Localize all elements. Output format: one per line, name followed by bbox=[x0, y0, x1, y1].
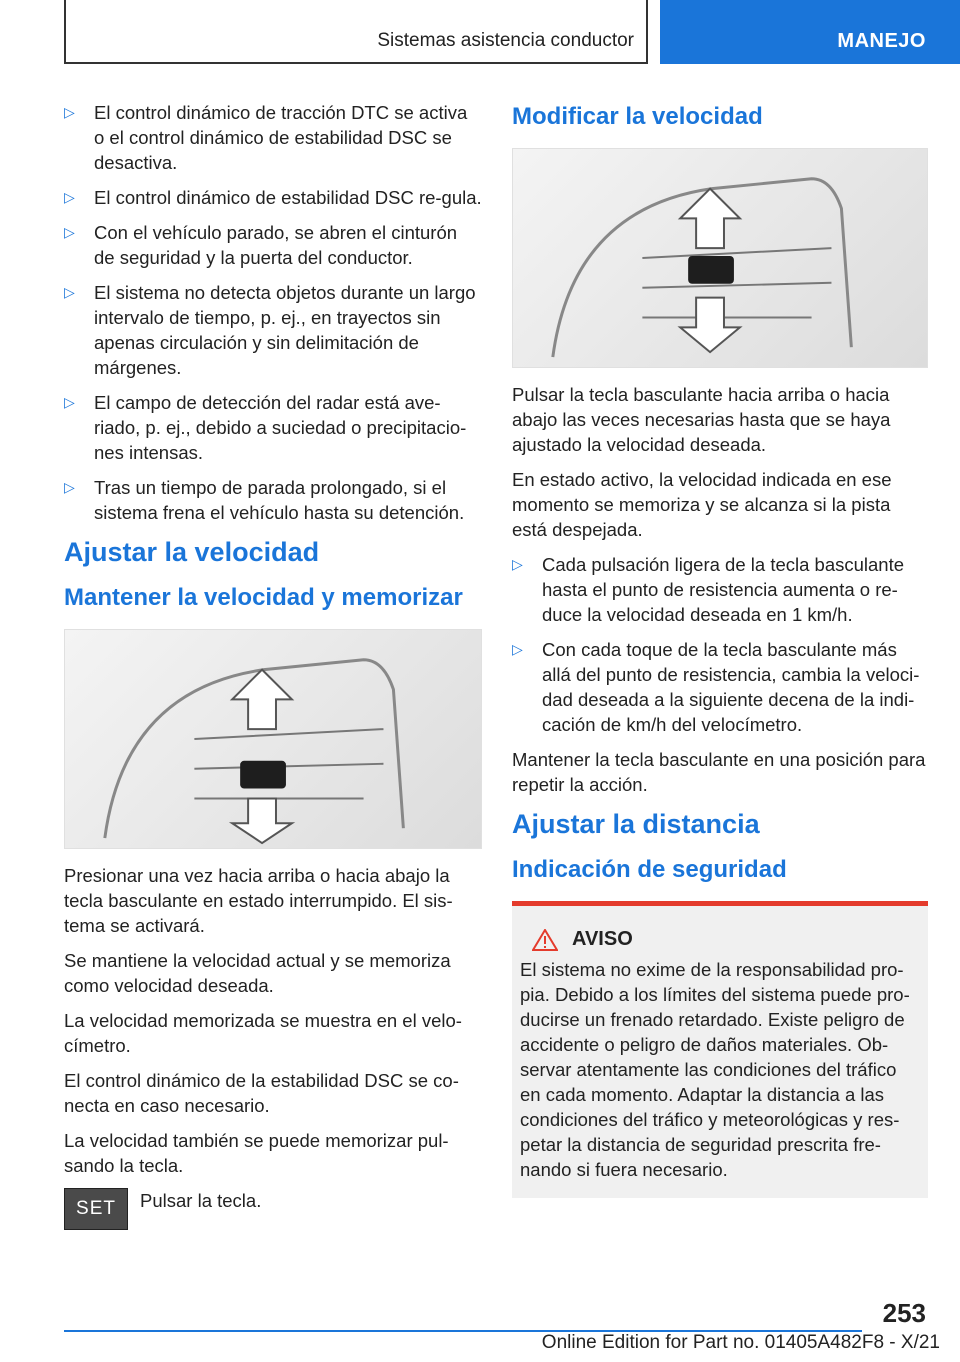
condition-list bbox=[64, 100, 482, 525]
chapter-tab-label: MANEJO bbox=[837, 30, 926, 52]
paragraph: Presionar una vez hacia arriba o hacia abajo la tecla basculante en estado interrumpido. El sis-tema se activará. bbox=[64, 865, 453, 936]
list-item: ▷ Cada pulsación ligera de la tecla basculante hasta el punto de resistencia aumenta o re-duce la velocidad deseada en 1 km/h. bbox=[512, 554, 905, 625]
paragraph: Mantener la tecla basculante en una posición para repetir la acción. bbox=[512, 749, 926, 795]
warning-triangle-icon bbox=[532, 929, 558, 951]
steering-wheel-rocker-image bbox=[64, 629, 482, 849]
header-section-box bbox=[64, 0, 648, 64]
warning-box bbox=[512, 901, 928, 1198]
list-item: ▷ Tras un tiempo de parada prolongado, si el sistema frena el vehículo hasta su detención. bbox=[64, 477, 465, 523]
paragraph: Pulsar la tecla basculante hacia arriba o hacia abajo las veces necesarias hasta que se haya ajustado la velocidad deseada. bbox=[512, 384, 891, 455]
step-list bbox=[512, 552, 928, 737]
paragraph: La velocidad memorizada se muestra en el velo-címetro. bbox=[64, 1010, 462, 1056]
chapter-tab[interactable] bbox=[660, 0, 960, 64]
list-item: ▷ El sistema no detecta objetos durante un largo intervalo de tiempo, p. ej., en trayectos sin apenas circulación y sin delimitación de márgenes. bbox=[64, 282, 476, 378]
footer-edition: Online Edition for Part no. 01405A482F8 - X/21 bbox=[541, 1332, 940, 1353]
triangle-right-icon: ▷ bbox=[64, 104, 75, 120]
set-key-row bbox=[64, 1188, 482, 1238]
triangle-right-icon: ▷ bbox=[64, 189, 75, 205]
paragraph: Se mantiene la velocidad actual y se memoriza como velocidad deseada. bbox=[64, 950, 451, 996]
paragraph: La velocidad también se puede memorizar pul-sando la tecla. bbox=[64, 1130, 449, 1176]
triangle-right-icon: ▷ bbox=[64, 284, 75, 300]
warning-header bbox=[532, 928, 920, 951]
heading-indicacion-seguridad: Indicación de seguridad bbox=[512, 856, 787, 883]
steering-wheel-rocker-image bbox=[512, 148, 928, 368]
list-item: ▷ El control dinámico de estabilidad DSC re-gula. bbox=[64, 187, 482, 208]
left-column bbox=[64, 100, 482, 1238]
list-item: ▷ El control dinámico de tracción DTC se activa o el control dinámico de estabilidad DSC se desactiva. bbox=[64, 102, 468, 173]
warning-title: AVISO bbox=[572, 928, 633, 950]
section-title: Sistemas asistencia conductor bbox=[377, 30, 634, 51]
triangle-right-icon: ▷ bbox=[64, 394, 75, 410]
heading-ajustar-distancia: Ajustar la distancia bbox=[512, 809, 760, 839]
paragraph: En estado activo, la velocidad indicada en ese momento se memoriza y se alcanza si la pista está despejada. bbox=[512, 469, 892, 540]
list-item: ▷ El campo de detección del radar está ave-riado, p. ej., debido a suciedad o precipitacio-nes intensas. bbox=[64, 392, 467, 463]
triangle-right-icon: ▷ bbox=[512, 556, 523, 572]
heading-mantener-velocidad: Mantener la velocidad y memorizar bbox=[64, 584, 463, 611]
page-number: 253 bbox=[882, 1298, 926, 1328]
right-column bbox=[512, 100, 928, 1198]
heading-ajustar-velocidad: Ajustar la velocidad bbox=[64, 537, 320, 567]
heading-modificar-velocidad: Modificar la velocidad bbox=[512, 103, 763, 130]
triangle-right-icon: ▷ bbox=[512, 641, 523, 657]
triangle-right-icon: ▷ bbox=[64, 224, 75, 240]
set-button-icon: SET bbox=[64, 1188, 128, 1230]
list-item: ▷ Con cada toque de la tecla basculante más allá del punto de resistencia, cambia la veloci-dad deseada a la siguiente decena de la indi-cación de km/h del velocímetro. bbox=[512, 639, 920, 735]
set-key-instruction: Pulsar la tecla. bbox=[140, 1190, 262, 1211]
list-item: ▷ Con el vehículo parado, se abren el cinturón de seguridad y la puerta del conductor. bbox=[64, 222, 458, 268]
warning-text: El sistema no exime de la responsabilidad pro-pia. Debido a los límites del sistema puede pro-ducirse un frenado retardado. Existe peligro de accidente o peligro de daños materiales. Ob-servar atentamente las condiciones del tráfico en cada momento. Adaptar la distancia a las condiciones del tráfico y meteorológicas y res-petar la distancia de seguridad prescrita fre-nando si fuera necesario. bbox=[520, 959, 910, 1180]
triangle-right-icon: ▷ bbox=[64, 479, 75, 495]
paragraph: El control dinámico de la estabilidad DSC se co-necta en caso necesario. bbox=[64, 1070, 459, 1116]
